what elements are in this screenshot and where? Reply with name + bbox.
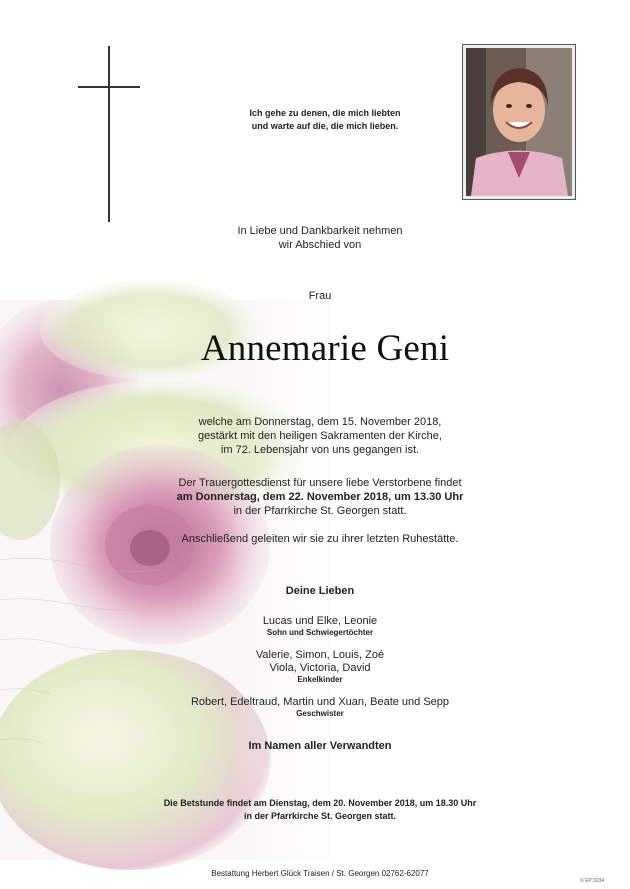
service-notice [120,476,520,518]
death-notice [150,415,490,457]
intro-text [150,224,490,252]
service-line: in der Pfarrkirche St. Georgen statt. [233,505,407,517]
family-group-son [140,615,500,638]
family-group-grandchildren [140,649,500,685]
closing-line: Im Namen aller Verwandten [248,740,392,752]
family-group-siblings [140,696,500,719]
intro-line: wir Abschied von [278,239,362,251]
deceased-name: Annemarie Geni [200,328,450,369]
family-relation: Enkelkinder [297,675,343,684]
family-names: Robert, Edeltraud, Martin und Xuan, Beate und Sepp [190,696,450,708]
service-line: Der Trauergottesdienst für unsere liebe Verstorbene findet [178,477,462,489]
motto-line: Ich gehe zu denen, die mich liebten [249,108,401,118]
salutation: Frau [308,290,332,302]
portrait-photo [462,44,576,200]
template-code: © EP 9234 [580,878,605,884]
death-line: im 72. Lebensjahr von uns gegangen ist. [220,444,420,456]
cross-icon [78,46,140,222]
prayer-notice [100,797,540,823]
prayer-line: Die Betstunde findet am Dienstag, dem 20. November 2018, um 18.30 Uhr [163,798,477,808]
family-names: Lucas und Elke, Leonie [262,615,378,627]
intro-line: In Liebe und Dankbarkeit nehmen [237,225,403,237]
prayer-line: in der Pfarrkirche St. Georgen statt. [243,811,397,821]
funeral-home-footer: Bestattung Herbert Glück Traisen / St. Georgen 02762-62077 [211,869,429,878]
death-line: welche am Donnerstag, dem 15. November 2018, [198,416,442,428]
motto-quote [200,107,450,133]
family-names: Valerie, Simon, Louis, Zoé [255,649,385,661]
burial-notice: Anschließend geleiten wir sie zu ihrer letzten Ruhestätte. [181,533,459,545]
family-names: Viola, Victoria, David [269,662,371,674]
death-line: gestärkt mit den heiligen Sakramenten der Kirche, [198,430,442,442]
service-date: am Donnerstag, dem 22. November 2018, um 13.30 Uhr [176,491,464,503]
family-heading: Deine Lieben [285,585,355,597]
family-relation: Sohn und Schwiegertöchter [266,628,374,637]
motto-line: und warte auf die, die mich lieben. [251,121,399,131]
family-relation: Geschwister [296,709,344,718]
